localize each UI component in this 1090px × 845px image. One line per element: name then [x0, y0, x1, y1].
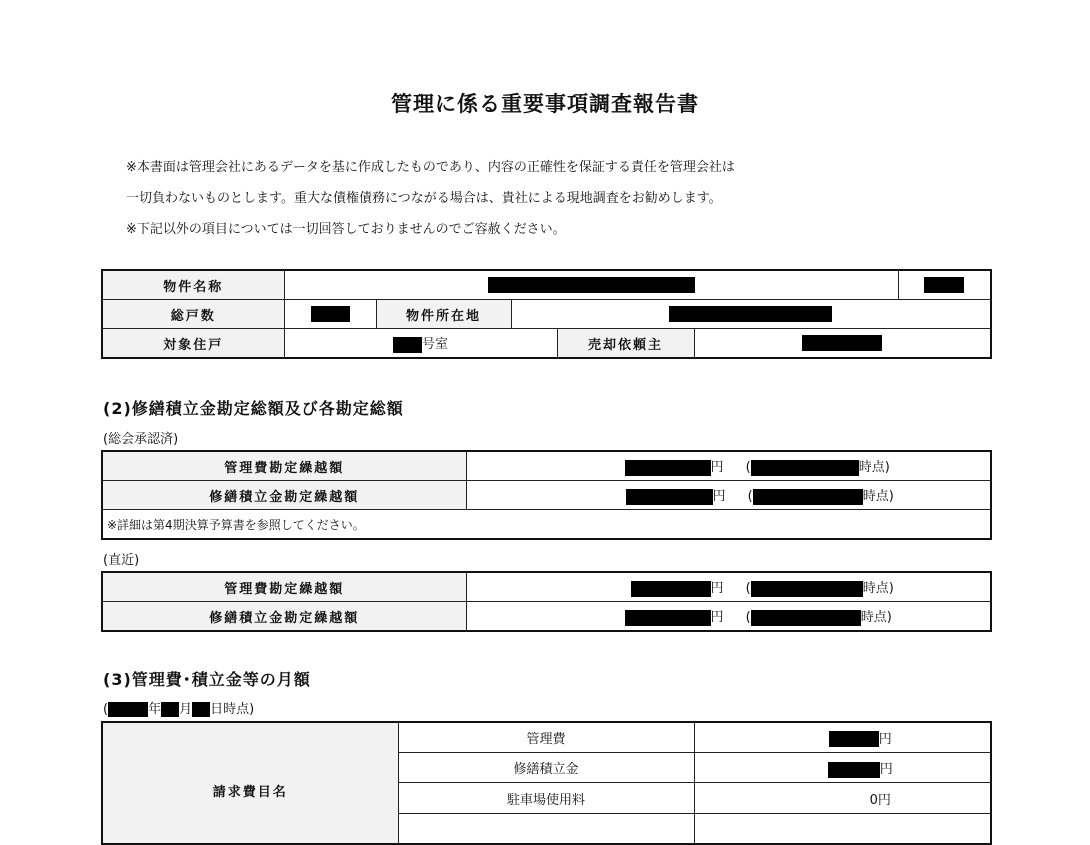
repair-balance-value	[466, 602, 991, 632]
open-paren: (	[745, 610, 751, 626]
redaction-bar	[108, 702, 148, 717]
fee-item-name: 駐車場使用料	[398, 783, 694, 813]
room-suffix: 号室	[421, 337, 448, 353]
redaction-bar	[488, 277, 695, 293]
address-value	[511, 300, 991, 329]
open-paren: (	[745, 581, 751, 597]
fee-item-name: 管理費	[398, 722, 694, 753]
detail-note: ※詳細は第4期決算予算書を参照してください。	[102, 510, 991, 540]
fee-item-amount	[694, 753, 991, 783]
redaction-bar	[751, 610, 861, 626]
redaction-bar	[311, 306, 350, 322]
fee-item-name: 修繕積立金	[398, 753, 694, 783]
property-name-value	[284, 270, 898, 300]
as-of-date-line	[103, 698, 254, 717]
repair-balance-label: 修繕積立金勘定繰越額	[102, 481, 466, 510]
redaction-bar	[625, 460, 711, 476]
as-of-text: 時点)	[858, 460, 890, 476]
mgmt-balance-value	[466, 451, 991, 481]
mgmt-balance-label: 管理費勘定繰越額	[102, 451, 466, 481]
document-title: 管理に係る重要事項調査報告書	[391, 92, 699, 116]
redaction-bar	[669, 306, 832, 322]
repair-balance-value	[466, 481, 991, 510]
target-unit-label: 対象住戸	[102, 329, 284, 359]
yen-unit: 円	[710, 460, 724, 476]
section2-heading: (2)修繕積立金勘定総額及び各勘定総額	[103, 399, 404, 418]
redaction-bar	[828, 762, 880, 778]
units-label: 総戸数	[102, 300, 284, 329]
section3-heading: (3)管理費･積立金等の月額	[103, 670, 311, 689]
redaction-bar	[751, 581, 863, 597]
open-paren: (	[747, 489, 753, 505]
yen-unit: 円	[710, 610, 724, 626]
property-name-extra	[898, 270, 991, 300]
redaction-bar	[631, 581, 711, 597]
redaction-bar	[802, 335, 882, 351]
fee-item-amount	[694, 813, 991, 844]
property-info-table	[101, 269, 992, 359]
note-line-2: 一切負わないものとします。重大な債権債務につながる場合は、貴社による現地調査をお勧めします。	[126, 191, 722, 206]
redaction-bar	[924, 277, 964, 293]
recent-label: (直近)	[103, 553, 140, 568]
yen-unit: 円	[879, 762, 893, 778]
redaction-bar	[829, 731, 879, 747]
redaction-bar	[161, 702, 179, 717]
redaction-bar	[626, 489, 713, 505]
mgmt-balance-label: 管理費勘定繰越額	[102, 572, 466, 602]
yen-unit: 円	[877, 792, 891, 808]
disclaimer-notes	[126, 152, 735, 245]
month-label: 月	[179, 702, 193, 717]
open-paren: (	[745, 460, 751, 476]
recent-balance-table	[101, 571, 992, 632]
year-label: 年	[148, 702, 162, 717]
units-value	[284, 300, 376, 329]
seller-value	[694, 329, 991, 359]
address-label: 物件所在地	[376, 300, 511, 329]
redaction-bar	[753, 489, 863, 505]
repair-balance-label: 修繕積立金勘定繰越額	[102, 602, 466, 632]
day-as-of-label: 日時点)	[210, 702, 255, 717]
billing-item-label	[102, 722, 398, 844]
monthly-fees-table	[101, 721, 992, 845]
yen-unit: 円	[712, 489, 726, 505]
target-unit-value	[284, 329, 557, 359]
redaction-bar	[625, 610, 711, 626]
approved-balance-table	[101, 450, 992, 540]
note-line-1: ※本書面は管理会社にあるデータを基に作成したものであり、内容の正確性を保証する責任を管理会社は	[126, 160, 735, 175]
redaction-bar	[751, 460, 859, 476]
as-of-text: 時点)	[860, 610, 892, 626]
approved-label: (総会承認済)	[103, 432, 179, 447]
property-name-label: 物件名称	[102, 270, 284, 300]
seller-label: 売却依頼主	[557, 329, 694, 359]
billing-item-text: 請求費目名	[212, 785, 288, 800]
redaction-bar	[192, 702, 210, 717]
fee-amount-value: 0	[869, 792, 878, 808]
fee-item-amount	[694, 783, 991, 813]
fee-item-amount	[694, 722, 991, 753]
fee-item-name	[398, 813, 694, 844]
mgmt-balance-value	[466, 572, 991, 602]
as-of-text: 時点)	[862, 581, 894, 597]
yen-unit: 円	[878, 731, 892, 747]
note-line-3: ※下記以外の項目については一切回答しておりませんのでご容赦ください。	[126, 222, 566, 237]
redaction-bar	[393, 337, 422, 353]
yen-unit: 円	[710, 581, 724, 597]
date-open-paren: (	[103, 702, 109, 717]
as-of-text: 時点)	[862, 489, 894, 505]
